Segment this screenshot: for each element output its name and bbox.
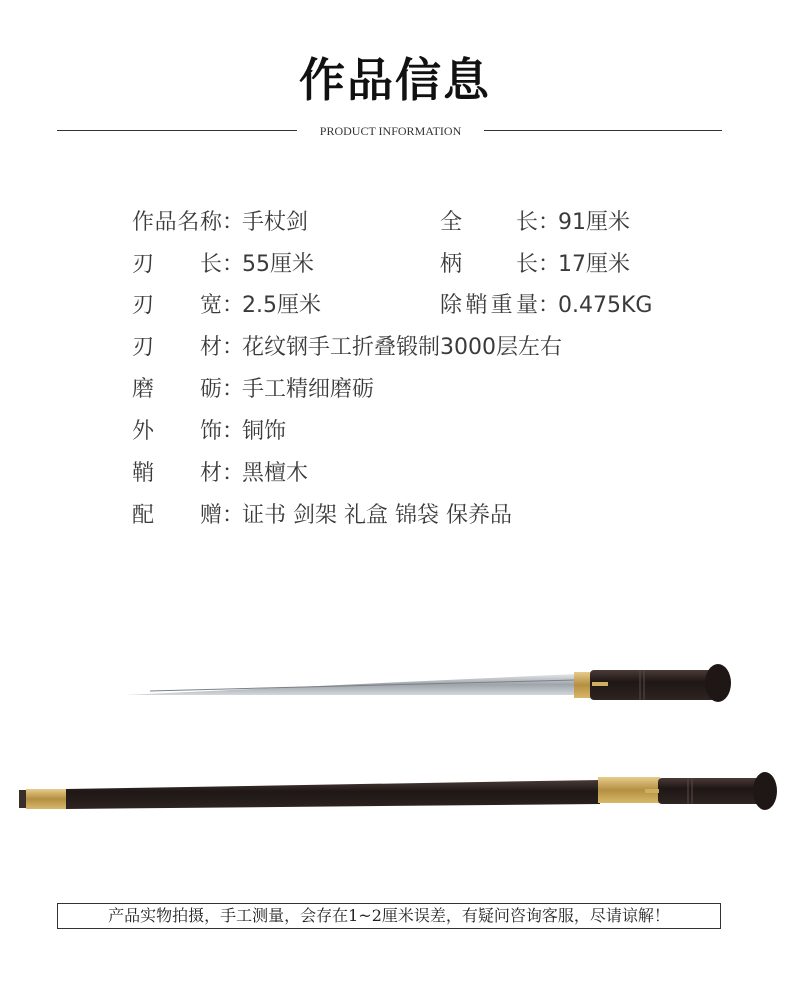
colon: ： — [222, 503, 245, 528]
spec-value: 证书 剑架 礼盒 锦袋 保养品 — [242, 503, 512, 528]
spec-label: 全长 — [440, 210, 538, 235]
spec-label: 柄长 — [440, 252, 538, 277]
cane-handle — [658, 778, 762, 804]
sword-illustration — [0, 640, 790, 830]
spec-value: 17厘米 — [558, 252, 630, 277]
spec-label: 除鞘重量 — [440, 293, 538, 318]
spec-value: 55厘米 — [242, 252, 314, 277]
title-rule-left — [57, 130, 297, 131]
spec-label: 刃材 — [132, 335, 222, 360]
handle — [590, 670, 715, 700]
spec-value: 铜饰 — [242, 419, 287, 444]
spec-label: 磨砺 — [132, 377, 222, 402]
colon: ： — [222, 210, 245, 235]
colon: ： — [222, 335, 245, 360]
colon: ： — [538, 252, 561, 277]
scabbard-tip — [19, 790, 27, 808]
guard-collar — [574, 672, 592, 698]
colon: ： — [222, 419, 245, 444]
spec-blade-length — [132, 251, 314, 279]
spec-label: 配赠 — [132, 503, 222, 528]
drawn-sword — [125, 664, 731, 702]
spec-blade-width — [132, 292, 321, 320]
spec-value: 花纹钢手工折叠锻制3000层左右 — [242, 335, 562, 360]
title-rule-right — [484, 130, 722, 131]
spec-value: 黑檀木 — [242, 461, 309, 486]
spec-value: 手工精细磨砺 — [242, 377, 375, 402]
blade — [125, 674, 575, 695]
spec-handle-length — [440, 251, 630, 279]
spec-label: 外饰 — [132, 419, 222, 444]
spec-scabbard — [132, 460, 308, 488]
scabbard — [66, 780, 600, 809]
pommel-knob — [705, 664, 731, 702]
spec-label: 刃长 — [132, 252, 222, 277]
page-subtitle: PRODUCT INFORMATION — [319, 124, 462, 138]
colon: ： — [538, 293, 561, 318]
page-title: 作品信息 — [299, 53, 491, 107]
spec-grinding — [132, 376, 374, 404]
sheathed-cane — [19, 772, 777, 810]
spec-value: 91厘米 — [558, 210, 630, 235]
colon: ： — [222, 461, 245, 486]
spec-weight — [440, 292, 652, 320]
spec-label: 刃宽 — [132, 293, 222, 318]
colon: ： — [222, 377, 245, 402]
colon: ： — [222, 293, 245, 318]
cane-brass-clip — [645, 789, 659, 793]
colon: ： — [222, 252, 245, 277]
spec-gifts — [132, 502, 512, 530]
cane-pommel-knob — [753, 772, 777, 810]
spec-fittings — [132, 418, 286, 446]
spec-name — [132, 209, 308, 237]
spec-value: 0.475KG — [558, 293, 653, 318]
spec-label: 作品名称 — [132, 210, 222, 235]
spec-value: 手杖剑 — [242, 210, 309, 235]
disclaimer: 产品实物拍摄，手工测量，会存在1~2厘米误差，有疑问咨询客服，尽请谅解！ — [57, 903, 721, 929]
spec-total-length — [440, 209, 630, 237]
colon: ： — [538, 210, 561, 235]
handle-brass-clip — [592, 682, 608, 686]
spec-label: 鞘材 — [132, 461, 222, 486]
scabbard-end-cap — [26, 789, 68, 809]
spec-blade-material — [132, 334, 562, 362]
spec-value: 2.5厘米 — [242, 293, 321, 318]
